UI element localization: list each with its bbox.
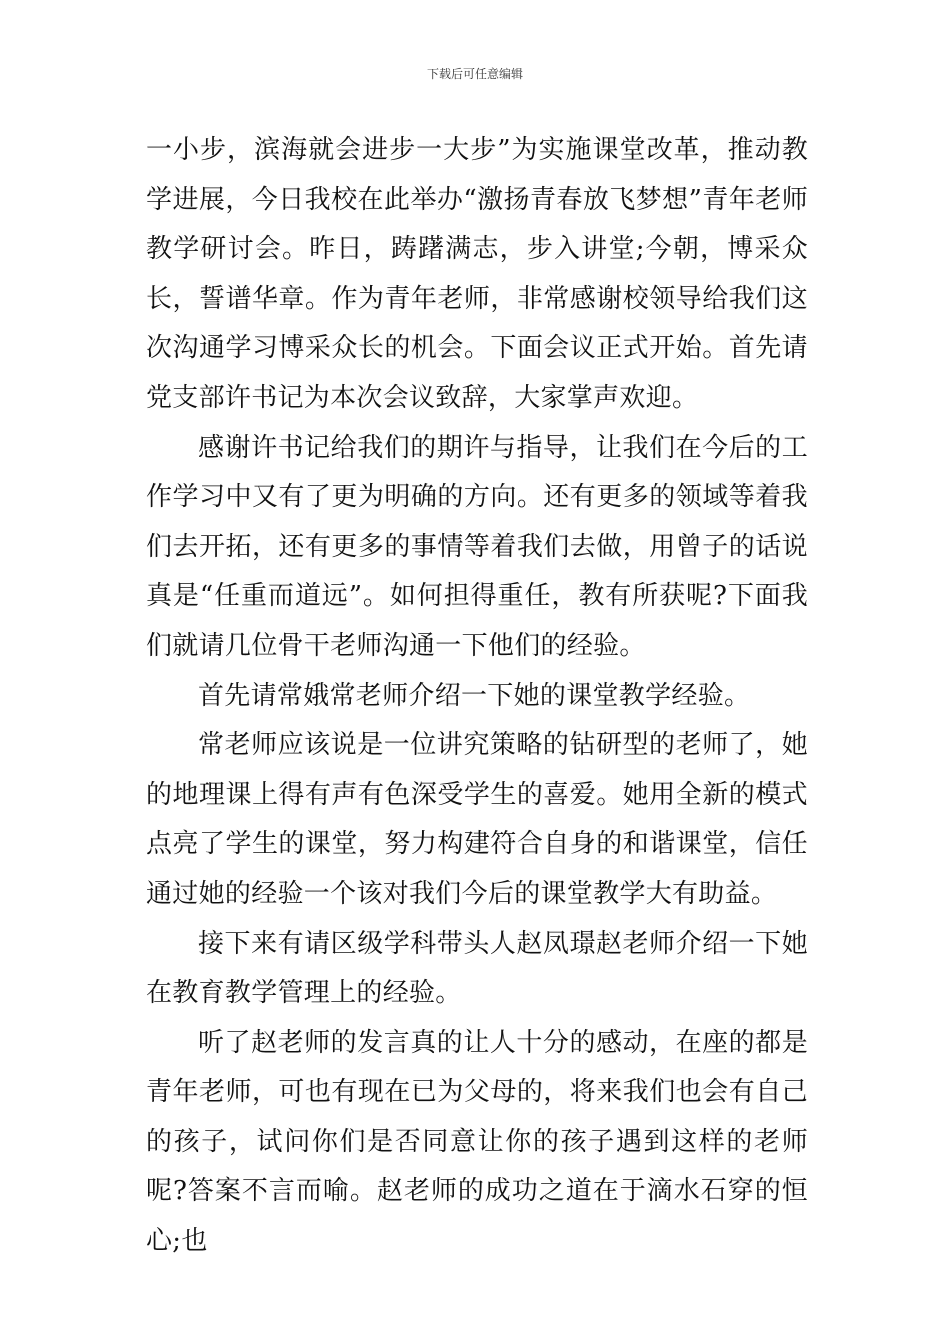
paragraph-2: 感谢许书记给我们的期许与指导，让我们在今后的工作学习中又有了更为明确的方向。还有更多的领域等着我们去开拓，还有更多的事情等着我们去做，用曾子的话说真是“任重而道远”。如何担得重任，教有所获呢?下面我们就请几位骨干老师沟通一下他们的经验。 — [146, 432, 808, 661]
document-body — [146, 126, 808, 1267]
page-header: 下载后可任意编辑 — [426, 67, 523, 81]
paragraph-1: 一小步，滨海就会进步一大步”为实施课堂改革，推动教学进展，今日我校在此举办“激扬青春放飞梦想”青年老师教学研讨会。昨日，踌躇满志，步入讲堂;今朝，博采众长，誓谱华章。作为青年老师，非常感谢校领导给我们这次沟通学习博采众长的机会。下面会议正式开始。首先请党支部许书记为本次会议致辞，大家掌声欢迎。 — [146, 135, 808, 413]
paragraph-3: 首先请常娥常老师介绍一下她的课堂教学经验。 — [198, 680, 751, 711]
paragraph-6: 听了赵老师的发言真的让人十分的感动，在座的都是青年老师，可也有现在已为父母的，将来我们也会有自己的孩子，试问你们是否同意让你的孩子遇到这样的老师呢?答案不言而喻。赵老师的成功之道在于滴水石穿的恒心;也 — [146, 1027, 808, 1257]
paragraph-5: 接下来有请区级学科带头人赵凤璟赵老师介绍一下她在教育教学管理上的经验。 — [146, 928, 808, 1009]
paragraph-4: 常老师应该说是一位讲究策略的钻研型的老师了，她的地理课上得有声有色深受学生的喜爱。她用全新的模式点亮了学生的课堂，努力构建符合自身的和谐课堂，信任通过她的经验一个该对我们今后的课堂教学大有助益。 — [146, 730, 808, 909]
